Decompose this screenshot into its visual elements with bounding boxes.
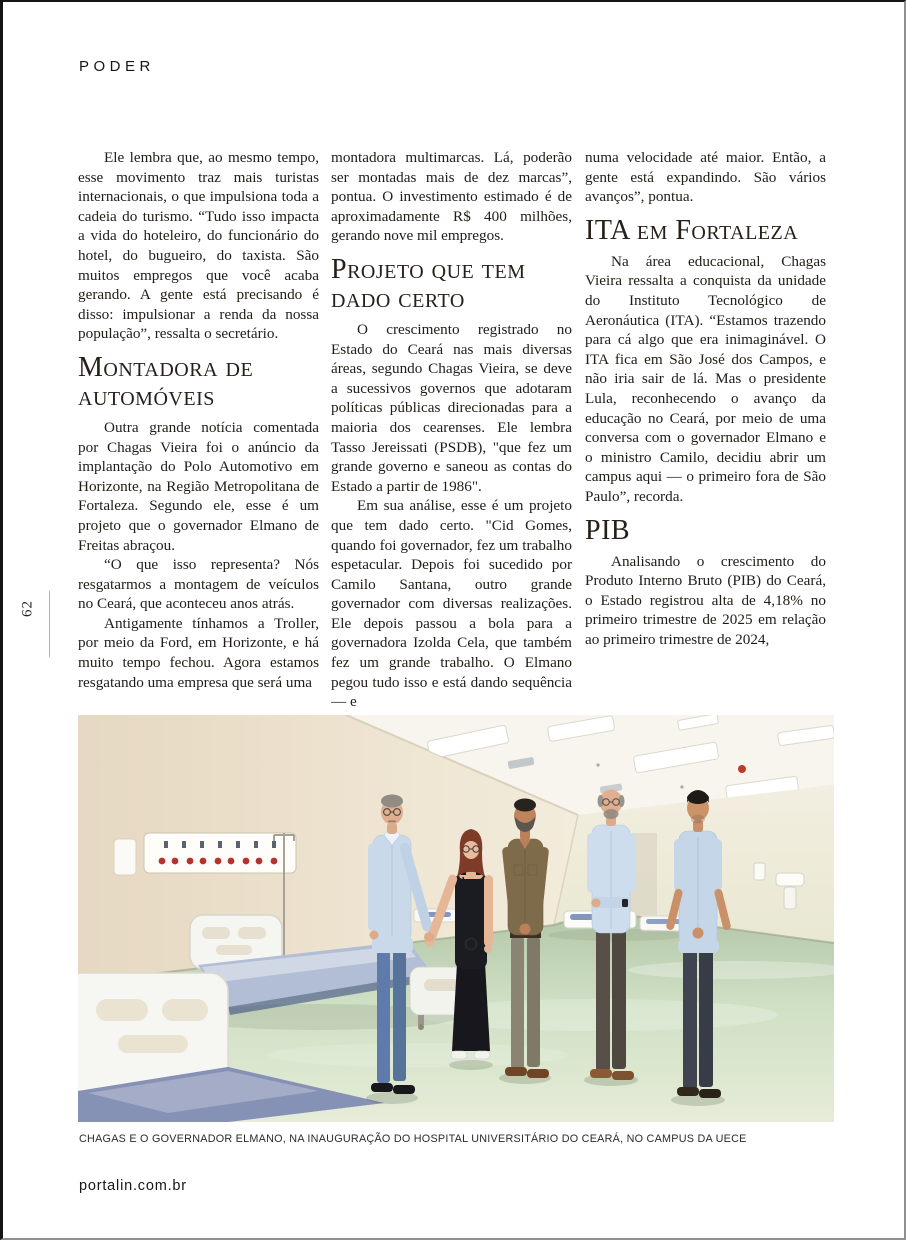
body-paragraph: O crescimento registrado no Estado do Ceará nas mais diversas áreas, segundo Chagas Vieira, se deve a sucessivos governos que adotaram políticas públicas direcionadas para a maioria dos cearenses. Ele lembra Tasso Jereissati (PSDB), "que fez um grande governo e saneou as contas do Estado a partir de 1986". (331, 320, 572, 495)
clasped-hands (424, 932, 434, 942)
wall-lamp (114, 839, 136, 875)
page-number: 62 (19, 600, 36, 617)
article-column (585, 148, 826, 714)
article-photo (78, 715, 834, 1122)
body-paragraph: Na área educacional, Chagas Vieira ressalta a conquista da unidade do Instituto Tecnológico de Aeronáutica (ITA). “Estamos trazendo para cá algo que era inimaginável. O ITA fica em São José dos Campos, e não iria sair de lá. Mas o presidente Lula, reconhecendo o avanço da educação no Ceará, por meio de uma conversa com o governador Elmano e o ministro Camilo, decidiu abrir um campus aqui — o primeiro fora de São Paulo”, recorda. (585, 252, 826, 505)
body-paragraph: montadora multimarcas. Lá, poderão ser montadas mais de dez marcas”, pontua. O investimento estimado é de aproximadamente R$ 400 milhões, gerando nove mil empregos. (331, 149, 572, 245)
body-paragraph: Em sua análise, esse é um projeto que tem dado certo. "Cid Gomes, quando foi governador, fez um trabalho espetacular. Depois foi sucedido por Camilo Santana, outro grande governador com diversas realizações. Ele depois passou a bola para a governadora Izolda Cela, que também fez um grande trabalho. O Elmano pegou tudo isso e está dando sequência — e (331, 497, 572, 711)
gas-outlets (159, 858, 278, 865)
fire-alarm-light (738, 765, 746, 773)
article-column (78, 148, 319, 714)
hospital-room-photo (78, 715, 834, 1122)
body-paragraph: Outra grande notícia comentada por Chagas Vieira foi o anúncio da implantação do Polo Automotivo em Horizonte, na Região Metropolitana de Fortaleza. Segundo ele, esse é um projeto que o governador Elmano de Freitas abraçou. (78, 418, 319, 554)
section-heading: Projeto que tem dado certo (331, 253, 526, 314)
article-column (331, 148, 572, 714)
page-number-wrap (11, 600, 45, 644)
section-heading: Montadora de automóveis (78, 351, 254, 412)
page-number-rule (49, 591, 50, 657)
body-paragraph: numa velocidade até maior. Então, a gente está expandindo. São vários avanços”, pontua. (585, 149, 826, 206)
body-paragraph: Antigamente tínhamos a Troller, por meio da Ford, em Horizonte, e há muito tempo fechou. Agora estamos resgatando uma empresa que será uma (78, 614, 319, 691)
paper-towel-dispenser (754, 863, 765, 880)
section-heading: ITA em Fortaleza (585, 214, 799, 246)
section-heading: PIB (585, 514, 631, 546)
body-paragraph: Analisando o crescimento do Produto Interno Bruto (PIB) do Ceará, o Estado registrou alta de 4,18% no primeiro trimestre de 2025 em relação ao primeiro trimestre de 2024, (585, 552, 826, 648)
section-kicker: PODER (79, 58, 155, 75)
body-paragraph: Ele lembra que, ao mesmo tempo, esse movimento traz mais turistas internacionais, o que impulsiona toda a cadeia do turismo. “Tudo isso impacta a vida do hoteleiro, do funcionário do hotel, do bugueiro, do taxista. São muitos empregos que você acaba gerando. A gente está precisando é disso: impulsionar a renda da nossa população”, ressalta o secretário. (78, 149, 319, 343)
body-paragraph: “O que isso representa? Nós resgatarmos a montagem de veículos no Ceará, que aconteceu anos atrás. (78, 556, 319, 613)
photo-caption: CHAGAS E O GOVERNADOR ELMANO, NA INAUGURAÇÃO DO HOSPITAL UNIVERSITÁRIO DO CEARÁ, NO CAMPUS DA UECE (79, 1133, 747, 1145)
footer-url: portalin.com.br (79, 1178, 187, 1194)
smartwatch (622, 899, 628, 907)
